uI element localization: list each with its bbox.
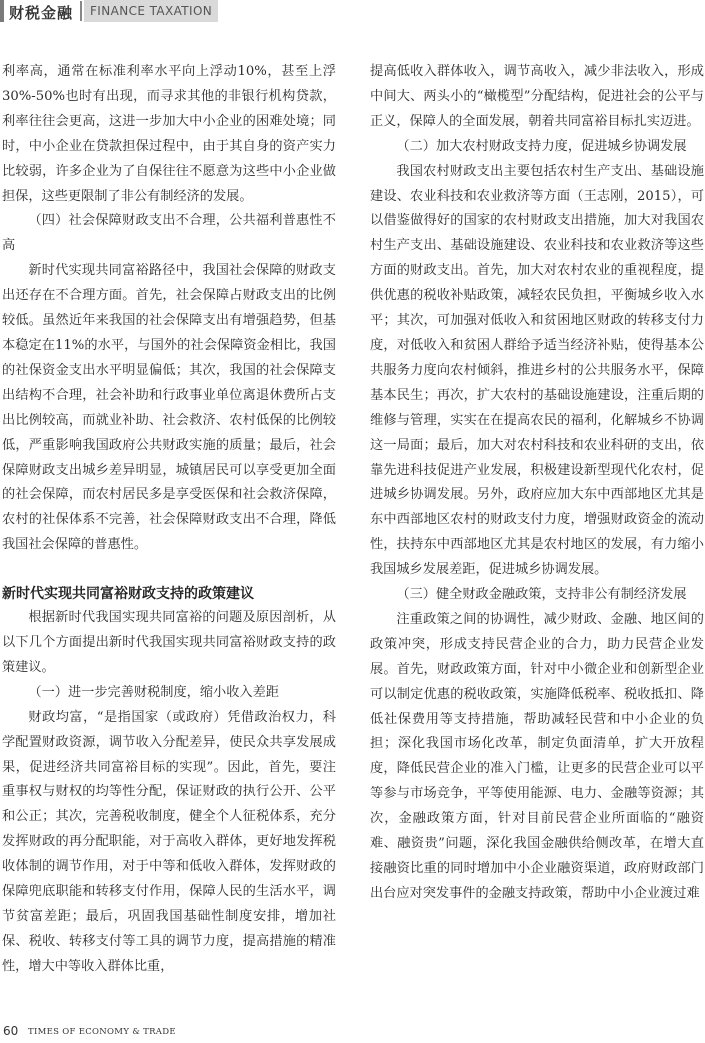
left-column xyxy=(2,60,336,980)
body-paragraph: 注重政策之间的协调性，减少财政、金融、地区间的政策冲突，形成支持民营企业的合力，助力民营企业发展。首先，财政政策方面，针对中小微企业和创新型企业可以制定优惠的税收政策，实施降低税率、税收抵扣、降低社保费用等支持措施，帮助减轻民营和中小企业的负担；深化我国市场化改革，制定负面清单，扩大开放程度，降低民营企业的准入门槛，让更多的民营企业可以平等参与市场竞争，平等使用能源、电力、金融等资源；其次，金融政策方面，针对目前民营企业所面临的“融资难、融资贵”问题，深化我国金融供给侧改革，在增大直接融资比重的同时增加中小企业融资渠道，政府财政部门出台应对突发事件的金融支持政策，帮助中小企业渡过难 xyxy=(370,611,704,901)
section-title-en: FINANCE TAXATION xyxy=(84,0,218,22)
page-footer xyxy=(0,1022,705,1043)
section-heading: 新时代实现共同富裕财政支持的政策建议 xyxy=(2,586,254,603)
header-accent-bar xyxy=(0,0,4,22)
body-paragraph: 我国农村财政支出主要包括农村生产支出、基础设施建设、农业科技和农业救济等方面（王志刚，2015），可以借鉴做得好的国家的农村财政支出措施，加大对我国农村生产支出、基础设施建设、农业科技和农业救济等这些方面的财政支出。首先，加大对农村农业的重视程度，提供优惠的税收补贴政策，减轻农民负担，平衡城乡收入水平；其次，可加强对低收入和贫困地区财政的转移支付力度，对低收入和贫困人群给予适当经济补贴，使得基本公共服务力度向农村倾斜，推进乡村的公共服务水平，保障基本民生；再次，扩大农村的基础设施建设，注重后期的维修与管理，实实在在提高农民的福利，化解城乡不协调这一局面；最后，加大对农村科技和农业科研的支出，依靠先进科技促进产业发展，积极建设新型现代化农村，促进城乡协调发展。另外，政府应加大东中西部地区尤其是东中西部地区农村的财政支付力度，增强财政资金的流动性，扶持东中西部地区尤其是农村地区的发展，有力缩小我国城乡发展差距，促进城乡协调发展。 xyxy=(370,163,704,578)
page-number: 60 xyxy=(3,1024,19,1038)
subheading-2: （二）加大农村财政支持力度，促进城乡协调发展 xyxy=(396,138,687,154)
section-title-cn: 财税金融 xyxy=(9,4,74,22)
header-divider xyxy=(80,1,82,21)
body-paragraph: 新时代实现共同富裕路径中，我国社会保障的财政支出还存在不合理方面。首先，社会保障占财政支出的比例较低。虽然近年来我国的社会保障支出有增强趋势，但基本稳定在11%的水平，与国外的社会保障资金相比，我国的社保资金支出水平明显偏低；其次，我国的社会保障支出结构不合理，社会补助和行政事业单位离退休费所占支出比例较高，而就业补助、社会救济、农村低保的比例较低，严重影响我国政府公共财政实施的质量；最后，社会保障财政支出城乡差异明显，城镇居民可以享受更加全面的社会保障，而农村居民多是享受医保和社会救济保障，农村的社保体系不完善，社会保障财政支出不合理，降低我国社会保障的普惠性。 xyxy=(2,263,336,553)
body-paragraph: 提高低收入群体收入，调节高收入，减少非法收入，形成中间大、两头小的“橄榄型”分配结构，促进社会的公平与正义，保障人的全面发展，朝着共同富裕目标扎实迈进。 xyxy=(370,64,704,129)
subheading-4: （四）社会保障财政支出不合理，公共福利普惠性不高 xyxy=(2,213,336,254)
body-paragraph: 根据新时代我国实现共同富裕的问题及原因剖析，从以下几个方面提出新时代我国实现共同富裕财政支持的政策建议。 xyxy=(2,610,336,675)
body-paragraph: 利率高，通常在标准利率水平向上浮动10%，甚至上浮30%-50%也时有出现，而寻求其他的非银行机构贷款，利率往往会更高，这进一步加大中小企业的困难处境；同时，中小企业在贷款担保过程中，由于其自身的资产实力比较弱，许多企业为了自保往往不愿意为这些中小企业做担保，这些更限制了非公有制经济的发展。 xyxy=(2,64,336,204)
right-column xyxy=(370,60,704,907)
subheading-1: （一）进一步完善财税制度，缩小收入差距 xyxy=(28,684,279,700)
body-paragraph: 财政均富，“是指国家（或政府）凭借政治权力，科学配置财政资源，调节收入分配差异，使民众共享发展成果，促进经济共同富裕目标的实现”。因此，首先，要注重事权与财权的均等性分配，保证财政的执行公开、公平和公正；其次，完善税收制度，健全个人征税体系，充分发挥财政的再分配职能，对于高收入群体，更好地发挥税收体制的调节作用，对于中等和低收入群体，发挥财政的保障兜底职能和转移支付作用，保障人民的生活水平，调节贫富差距；最后，巩固我国基础性制度安排，增加社保、税收、转移支付等工具的调节力度，提高措施的精准性，增大中等收入群体比重， xyxy=(2,709,336,974)
journal-title: TIMES OF ECONOMY & TRADE xyxy=(28,1027,176,1037)
subheading-3: （三）健全财政金融政策，支持非公有制经济发展 xyxy=(396,587,687,603)
page-header xyxy=(0,0,705,27)
section-gap xyxy=(2,558,336,582)
